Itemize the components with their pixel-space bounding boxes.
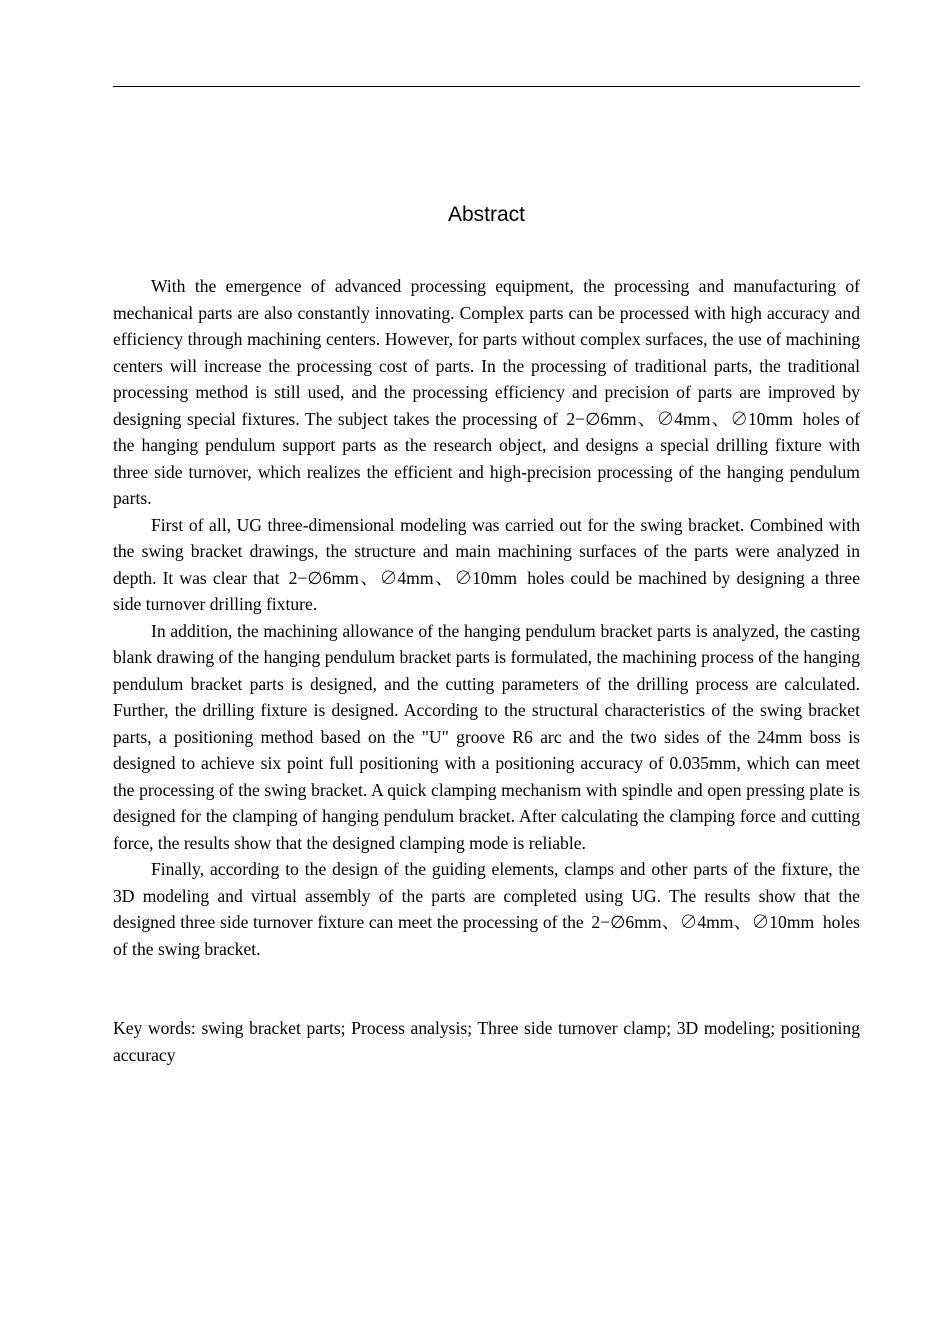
paragraph-text: In addition, the machining allowance of the hanging pendulum bracket parts is analyzed, the casting blank drawing of the hanging pendulum bracket parts is formulated, the machining process of the hanging pendulum bracket parts is designed, and the cutting parameters of the drilling process are calculated. Further, the drilling fixture is designed. According to the structural characteristics of the swing bracket parts, a positioning method based on the "U" groove R6 arc and the two sides of the 24mm boss is designed to achieve six point full positioning with a positioning accuracy of 0.035mm, which can meet the processing of the swing bracket. A quick clamping mechanism with spindle and open pressing plate is designed for the clamping of hanging pendulum bracket. After calculating the clamping force and cutting force, the results show that the designed clamping mode is reliable. xyxy=(113,620,860,853)
abstract-body xyxy=(113,273,860,962)
abstract-paragraph-3 xyxy=(113,618,860,857)
abstract-paragraph-1 xyxy=(113,273,860,512)
paragraph-text: holes of the swing bracket. xyxy=(113,912,860,959)
header-rule xyxy=(113,86,860,87)
paragraph-text: With the emergence of advanced processing equipment, the processing and manufacturing of mechanical parts are also constantly innovating. Complex parts can be processed with high accuracy and efficiency through machining centers. However, for parts without complex surfaces, the use of machining centers will increase the processing cost of parts. In the processing of traditional parts, the traditional processing method is still used, and the processing efficiency and precision of parts are improved by designing special fixtures. The subject takes the processing of xyxy=(113,276,860,429)
keywords: Key words: swing bracket parts; Process analysis; Three side turnover clamp; 3D modeling; positioning accuracy xyxy=(113,1018,860,1065)
abstract-paragraph-2 xyxy=(113,512,860,618)
paragraph-text: holes of the hanging pendulum support parts as the research object, and designs a special drilling fixture with three side turnover, which realizes the efficient and high-precision processing of the hanging pendulum parts. xyxy=(113,408,861,508)
hole-spec-formula: 2−∅6mm、∅4mm、∅10mm xyxy=(288,567,518,588)
hole-spec-formula: 2−∅6mm、∅4mm、∅10mm xyxy=(591,912,815,932)
paragraph-text: holes could be machined by designing a three side turnover drilling fixture. xyxy=(113,567,861,614)
paragraph-text: First of all, UG three-dimensional modeling was carried out for the swing bracket. Combined with the swing bracket drawings, the structure and main machining surfaces of the parts were analyzed in depth. It was clear that xyxy=(113,514,860,588)
paragraph-text: Finally, according to the design of the guiding elements, clamps and other parts of the fixture, the 3D modeling and virtual assembly of the parts are completed using UG. The results show that the designed three side turnover fixture can meet the processing of the xyxy=(113,859,860,932)
page-title: Abstract xyxy=(447,203,526,226)
hole-spec-formula: 2−∅6mm、∅4mm、∅10mm xyxy=(566,408,793,429)
abstract-paragraph-4 xyxy=(113,856,860,962)
